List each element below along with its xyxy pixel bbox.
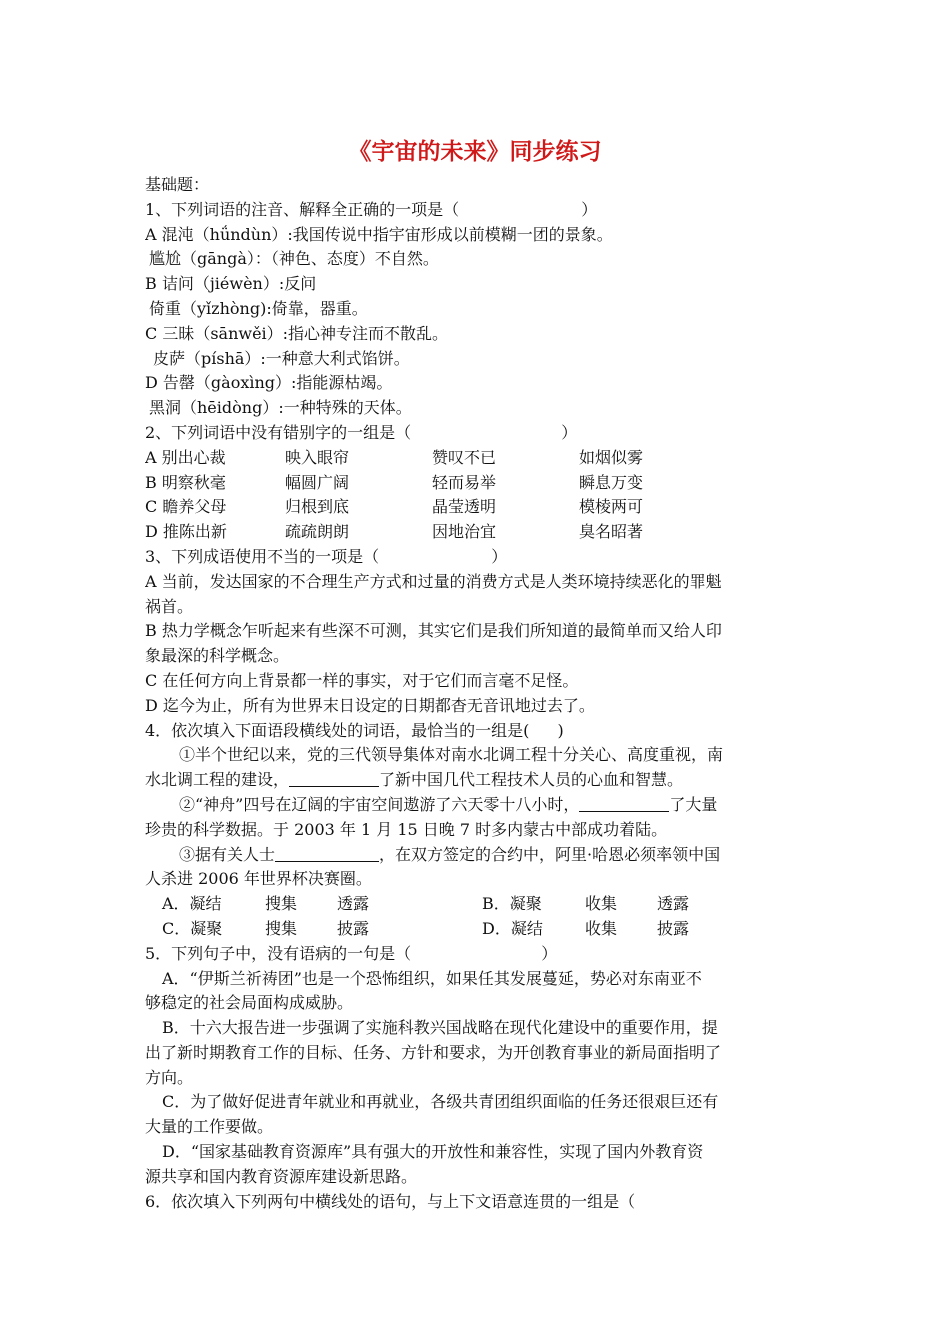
document-body — [145, 173, 810, 1214]
q3-option-b-line2: 象最深的科学概念。 — [145, 646, 290, 666]
q4-passage-2-line2: 珍贵的科学数据。于 2003 年 1 月 15 日晚 7 时多内蒙古中部成功着陆。 — [145, 819, 668, 839]
q1-option-d-line1: D 告罄（gàoxìng）:指能源枯竭。 — [145, 373, 393, 393]
q4-passage-1-line2: 水北调工程的建设， 了新中国几代工程技术人员的心血和智慧。 — [145, 770, 684, 790]
fill-blank-3 — [275, 845, 379, 862]
q5-option-a-line1: A．“伊斯兰祈祷团”也是一个恐怖组织，如果任其发展蔓延，势必对东南亚不 — [162, 968, 702, 988]
q5-option-b-line2: 出了新时期教育工作的目标、任务、方针和要求，为开创教育事业的新局面指明了 — [145, 1042, 722, 1062]
question-1-stem: 1、下列词语的注音、解释全正确的一项是（ ） — [145, 199, 598, 219]
question-5-stem: 5．下列句子中，没有语病的一句是（ ） — [145, 943, 558, 963]
q5-option-d-line1: D．“国家基础教育资源库”具有强大的开放性和兼容性，实现了国内外教育资 — [162, 1142, 704, 1162]
q1-option-d-line2: 黑洞（hēidòng）:一种特殊的天体。 — [149, 398, 412, 418]
fill-blank-2 — [579, 795, 669, 812]
q3-option-d: D 迄今为止，所有为世界末日设定的日期都杳无音讯地过去了。 — [145, 695, 595, 715]
question-4-stem: 4．依次填入下面语段横线处的词语，最恰当的一组是( ) — [145, 720, 564, 740]
q5-option-d-line2: 源共享和国内教育资源库建设新思路。 — [145, 1166, 418, 1186]
q1-option-a-line1: A 混沌（hǘndùn）:我国传说中指宇宙形成以前模糊一团的景象。 — [145, 224, 613, 244]
q3-option-b-line1: B 热力学概念乍听起来有些深不可测，其实它们是我们所知道的最简单而又给人印 — [145, 621, 722, 641]
section-heading: 基础题： — [145, 175, 210, 194]
q4-passage-1-line1: ①半个世纪以来，党的三代领导集体对南水北调工程十分关心、高度重视，南 — [179, 745, 724, 765]
q2-option-row: A 别出心裁 映入眼帘 赞叹不已 如烟似雾 — [145, 447, 644, 467]
q4-passage-3-line2: 人杀进 2006 年世界杯决赛圈。 — [145, 869, 372, 889]
q4-passage-2-line1: ②“神舟”四号在辽阔的宇宙空间遨游了六天零十八小时， 了大量 — [179, 794, 718, 814]
q5-option-a-line2: 够稳定的社会局面构成威胁。 — [145, 993, 354, 1013]
q3-option-a-line2: 祸首。 — [145, 596, 194, 616]
q4-option-row: A．凝结 搜集 透露 B．凝聚 收集 透露 — [162, 894, 690, 914]
q1-option-b-line1: B 诘问（jiéwèn）:反问 — [145, 274, 317, 294]
q5-option-b-line1: B．十六大报告进一步强调了实施科教兴国战略在现代化建设中的重要作用，提 — [162, 1018, 718, 1038]
fill-blank-1 — [289, 770, 379, 787]
q1-option-b-line2: 倚重（yǐzhòng):倚靠，器重。 — [149, 298, 368, 318]
q3-option-c: C 在任何方向上背景都一样的事实，对于它们而言毫不足怪。 — [145, 670, 579, 690]
q5-option-c-line1: C．为了做好促进青年就业和再就业，各级共青团组织面临的任务还很艰巨还有 — [162, 1092, 719, 1112]
q2-option-row: D 推陈出新 疏疏朗朗 因地治宜 臭名昭著 — [145, 522, 644, 542]
q3-option-a-line1: A 当前，发达国家的不合理生产方式和过量的消费方式是人类环境持续恶化的罪魁 — [145, 571, 722, 591]
q5-option-c-line2: 大量的工作要做。 — [145, 1117, 274, 1137]
q1-option-a-line2: 尴尬（gāngà）：（神色、态度）不自然。 — [149, 249, 439, 269]
q2-option-row: B 明察秋毫 幅圆广阔 轻而易举 瞬息万变 — [145, 472, 644, 492]
q4-passage-3-line1: ③据有关人士 ，在双方签定的合约中，阿里·哈恩必须率领中国 — [179, 844, 721, 864]
page-title: 《宇宙的未来》同步练习 — [348, 139, 602, 165]
q2-option-row: C 瞻养父母 归根到底 晶莹透明 模棱两可 — [145, 497, 644, 517]
question-3-stem: 3、下列成语使用不当的一项是（ ） — [145, 546, 508, 566]
q1-option-c-line2: 皮萨（píshā）:一种意大利式馅饼。 — [153, 348, 410, 368]
q5-option-b-line3: 方向。 — [145, 1067, 194, 1087]
q1-option-c-line1: C 三昧（sānwěi）:指心神专注而不散乱。 — [145, 323, 449, 343]
question-2-stem: 2、下列词语中没有错别字的一组是（ ） — [145, 422, 578, 442]
question-6-stem: 6．依次填入下列两句中横线处的语句，与上下文语意连贯的一组是（ — [145, 1191, 636, 1211]
q4-option-row: C．凝聚 搜集 披露 D．凝结 收集 披露 — [162, 918, 690, 938]
